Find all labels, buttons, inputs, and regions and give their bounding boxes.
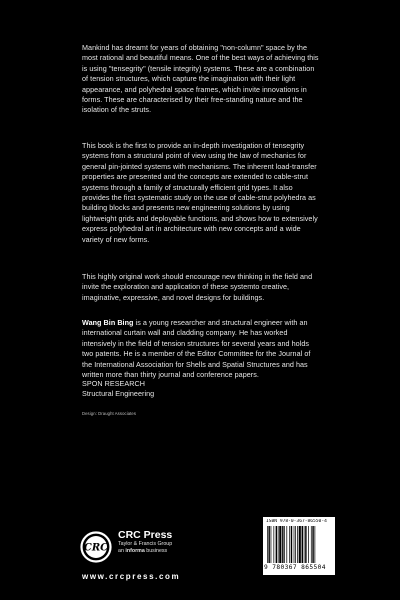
barcode-bar	[302, 526, 303, 563]
barcode-bar	[294, 526, 295, 563]
publisher-website: www.crcpress.com	[82, 572, 181, 581]
barcode-bar	[312, 526, 313, 563]
barcode-bar	[291, 526, 292, 563]
tagline-suffix: business	[144, 547, 168, 554]
barcode-bar	[311, 526, 312, 563]
blurb-paragraph-3: This highly original work should encourage new thinking in the field and invite the exploration and application of these systemto creative, imaginative, expressive, and novel designs for buildings.	[82, 272, 313, 302]
publisher-text	[118, 529, 172, 555]
crc-logo-icon	[80, 531, 112, 563]
barcode-bar	[304, 526, 305, 563]
series-info	[82, 379, 322, 400]
barcode-bar	[305, 526, 306, 563]
barcode-bars	[267, 526, 331, 563]
publisher-tagline	[118, 548, 172, 555]
publisher-group: Taylor & Francis Group	[118, 541, 173, 547]
barcode-bar	[267, 526, 268, 563]
barcode-bar	[276, 526, 277, 563]
barcode-bar	[299, 526, 301, 563]
design-credit: Design: Draught Associates	[82, 411, 137, 416]
barcode-bar	[295, 526, 296, 563]
blurb-paragraph-2: This book is the first to provide an in-depth investigation of tensegrity systems from a structural point of view using the law of mechanics for general pin-jointed systems with mechanisms. The inherent load-transfer properties are presented and the concepts are extended to cable-strut systems through a family of structurally efficient grid types. It also provides the first systematic study on the use of cable-strut polyhedra as building blocks and presents new engineering solutions by using lightweight grids and deployable functions, and shows how to extensively express polyhedral art in architecture with new concepts and a wide variety of new forms.	[82, 141, 318, 244]
barcode-bar	[308, 526, 309, 563]
crc-logo-letters: CRC	[83, 542, 109, 554]
barcode-bar	[284, 526, 285, 563]
publisher-name: CRC Press	[118, 529, 173, 541]
author-name: Wang Bin Bing	[82, 318, 134, 327]
publisher-logo	[80, 528, 260, 568]
barcode-bar	[286, 526, 287, 563]
isbn-label: ISBN 978-0-367-86550-4	[266, 519, 327, 524]
barcode-bar	[278, 526, 279, 563]
isbn-barcode	[263, 517, 335, 575]
tagline-prefix: an	[118, 547, 126, 554]
barcode-bar	[268, 526, 269, 563]
author-bio-text: is a young researcher and structural engineer with an international curtain wall and cladding company. He has worked intensively in the field of tension structures for several years and holds two patents. He is a member of the Editor Committee for the Journal of the International Association for Shells and Spatial Structures and has written more than thirty journal and conference papers.	[82, 318, 311, 380]
barcode-bar	[279, 526, 281, 563]
blurb-paragraph-1: Mankind has dreamt for years of obtaining "non-column" space by the most rational and beautiful means. One of the best ways of achieving this is using "tensegrity" (tensile integrity) systems. These are a combination of tension structures, which capture the imagination with their light appearance, and polyhedral space frames, which invite innovations in forms. These are characterised by their free-standing nature and the isolation of the struts.	[82, 43, 319, 115]
barcode-bar	[315, 526, 316, 563]
barcode-bar	[282, 526, 283, 563]
author-bio	[82, 318, 322, 380]
tagline-brand: informa	[125, 547, 145, 554]
series-subject: Structural Engineering	[82, 389, 155, 399]
barcode-bar	[271, 526, 272, 563]
barcode-bar	[297, 526, 298, 563]
barcode-number: 9 780367 865504	[264, 564, 326, 571]
series-name: SPON RESEARCH	[82, 379, 145, 388]
barcode-bar	[289, 526, 290, 563]
barcode-bar	[273, 526, 274, 563]
